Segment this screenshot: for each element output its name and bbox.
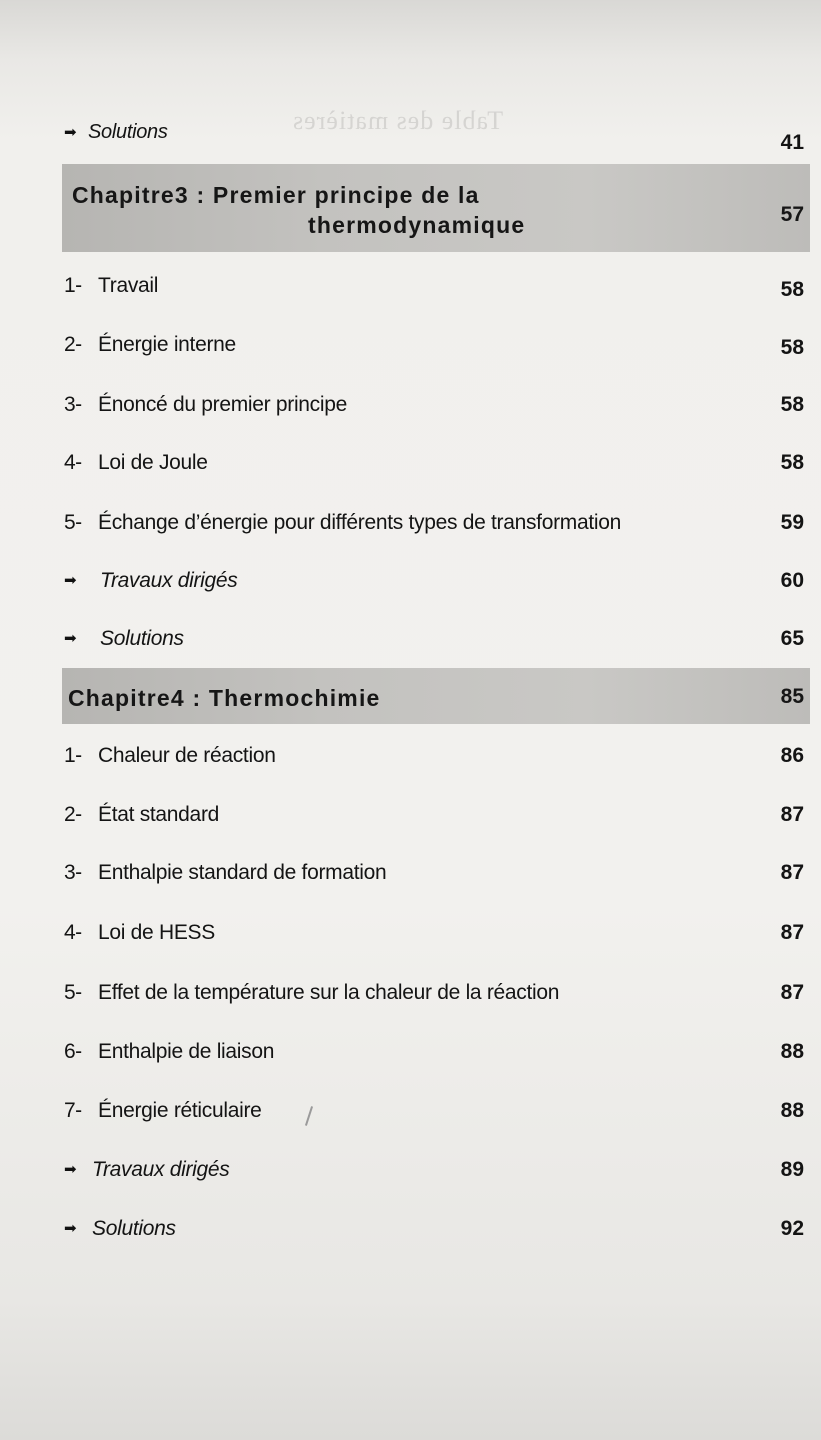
toc-entry-label: Chaleur de réaction (98, 743, 276, 767)
toc-entry (64, 1090, 804, 1130)
toc-entry-number: 2- (64, 332, 82, 356)
arrow-icon: ➡ (64, 1160, 77, 1178)
toc-entry-label: Travaux dirigés (92, 1157, 230, 1181)
chapter-4-page: 85 (780, 685, 804, 708)
toc-entry-page: 59 (780, 510, 804, 534)
toc-entry (64, 912, 804, 952)
toc-entry-label: Travail (98, 273, 159, 297)
toc-entry-number: 1- (64, 273, 82, 297)
toc-entry-number: 7- (64, 1098, 82, 1122)
toc-entry (64, 852, 804, 892)
toc-entry-number: 5- (64, 980, 82, 1004)
toc-entry-label: Effet de la température sur la chaleur de la réaction (98, 980, 560, 1004)
arrow-icon: ➡ (64, 571, 77, 589)
toc-entry-label: Enthalpie standard de formation (98, 860, 387, 884)
toc-entry-page: 92 (780, 1216, 804, 1240)
toc-entry-label: Solutions (92, 1216, 176, 1240)
chapter-4-title: Chapitre4 : Thermochimie (68, 685, 381, 711)
toc-entry-label: Énoncé du premier principe (98, 392, 348, 416)
arrow-icon: ➡ (64, 629, 77, 647)
toc-entry-page: 65 (780, 626, 804, 650)
toc-entry-page: 58 (780, 450, 804, 474)
toc-entry-label: Énergie interne (98, 332, 236, 356)
toc-entry-page: 58 (780, 392, 804, 416)
toc-entry-page: 41 (780, 130, 804, 154)
toc-entry-travaux-diriges (64, 560, 804, 600)
toc-entry-page: 60 (780, 568, 804, 592)
toc-entry-number: 6- (64, 1039, 82, 1063)
toc-entry-page: 88 (780, 1098, 804, 1122)
toc-entry-solutions (64, 618, 804, 658)
toc-entry-solutions-ch2 (64, 112, 804, 152)
toc-entry (64, 265, 804, 305)
toc-entry-page: 87 (780, 920, 804, 944)
toc-entry (64, 1031, 804, 1071)
toc-entry (64, 384, 804, 424)
toc-entry-page: 86 (780, 743, 804, 767)
toc-entry-page: 88 (780, 1039, 804, 1063)
toc-entry (64, 324, 804, 364)
arrow-icon: ➡ (64, 1219, 77, 1237)
toc-entry (64, 442, 804, 482)
toc-entry-number: 5- (64, 510, 82, 534)
toc-entry (64, 502, 804, 542)
toc-entry-page: 58 (780, 277, 804, 301)
toc-entry-label: Loi de Joule (98, 450, 208, 474)
toc-entry-label: Enthalpie de liaison (98, 1039, 275, 1063)
toc-entry-page: 58 (780, 335, 804, 359)
toc-entry-label: État standard (98, 802, 220, 826)
toc-entry-number: 3- (64, 860, 82, 884)
toc-entry-label: Échange d’énergie pour différents types de transformation (98, 510, 622, 534)
faded-page-header: Table des matières (292, 106, 504, 135)
chapter-3-page: 57 (780, 203, 804, 226)
toc-entry-travaux-diriges (64, 1149, 804, 1189)
toc-entry (64, 735, 804, 775)
toc-entry (64, 972, 804, 1012)
chapter-3-title-line1: Chapitre3 : Premier principe de la (72, 182, 480, 208)
toc-entry-page: 89 (780, 1157, 804, 1181)
chapter-3-title-line2: thermodynamique (308, 212, 526, 238)
toc-entry-page: 87 (780, 980, 804, 1004)
chapter-4-heading (62, 668, 810, 724)
toc-entry-label: Travaux dirigés (100, 568, 238, 592)
toc-entry-number: 2- (64, 802, 82, 826)
toc-entry-number: 3- (64, 392, 82, 416)
toc-entry-number: 4- (64, 920, 82, 944)
toc-entry-number: 1- (64, 743, 82, 767)
toc-entry-number: 4- (64, 450, 82, 474)
toc-entry-label: Solutions (88, 121, 168, 143)
toc-entry-page: 87 (780, 802, 804, 826)
toc-entry-solutions (64, 1208, 804, 1248)
toc-entry-label: Loi de HESS (98, 920, 215, 944)
toc-entry-label: Solutions (100, 626, 184, 650)
arrow-icon: ➡ (64, 123, 77, 141)
toc-entry (64, 794, 804, 834)
toc-entry-label: Énergie réticulaire (98, 1098, 262, 1122)
toc-entry-page: 87 (780, 860, 804, 884)
chapter-3-heading (62, 164, 810, 252)
